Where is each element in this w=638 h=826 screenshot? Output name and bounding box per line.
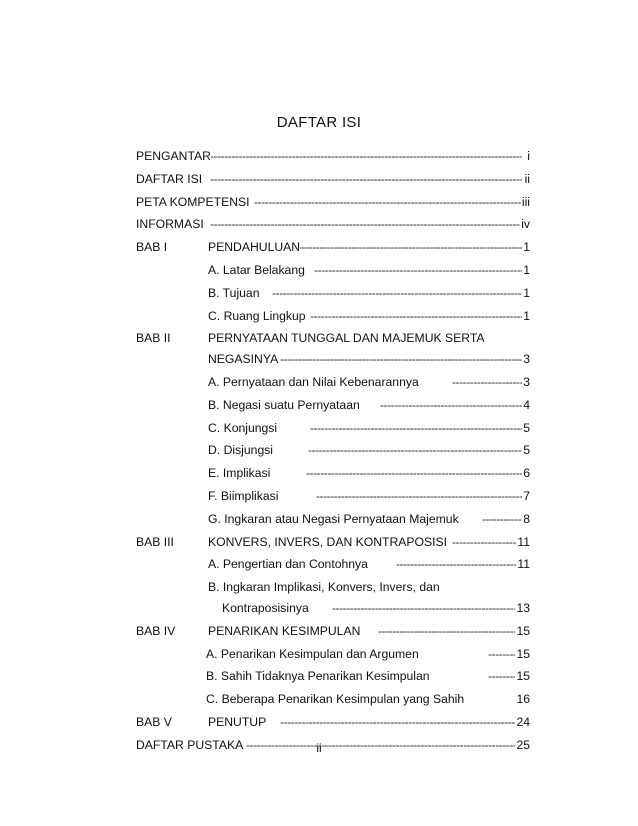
toc-text: B. Sahih Tidaknya Penarikan Kesimpulan [206,666,430,687]
toc-page-number: 4 [522,395,530,416]
toc-page-number: iii [521,192,530,213]
toc-label: DAFTAR PUSTAKA [136,735,243,756]
leader-dots [210,146,522,167]
toc-entry [136,440,530,461]
toc-text: E. Implikasi [208,463,270,484]
toc-entry [136,463,530,484]
toc-page-number: 7 [522,486,530,507]
toc-text: C. Konjungsi [208,418,277,439]
toc-label: DAFTAR ISI [136,169,202,190]
toc-entry [136,554,530,575]
toc-entry [136,418,530,439]
leader-dots [210,214,522,235]
toc-label: PENGANTAR [136,146,211,167]
toc-entry [136,644,530,665]
leader-dots [280,349,522,370]
toc-page-number: 6 [522,463,530,484]
toc-page-number: ii [524,169,530,190]
toc-page-number: 25 [515,735,530,756]
toc-text: A. Pernyataan dan Nilai Kebenarannya [208,372,419,393]
toc-text: PERNYATAAN TUNGGAL DAN MAJEMUK SERTA [208,328,485,349]
toc-page-number: 1 [522,306,530,327]
toc-entry [136,349,530,370]
leader-dots [280,712,522,733]
toc-page-number: i [526,146,530,167]
toc-text: B. Negasi suatu Pernyataan [208,395,360,416]
page-number: ii [316,741,322,755]
leader-dots [310,306,522,327]
toc-page-number: 8 [522,509,530,530]
toc-page-number: 3 [522,372,530,393]
toc-text: A. Latar Belakang [208,260,305,281]
toc-label: BAB V [136,712,172,733]
toc-text: C. Ruang Lingkup [208,306,306,327]
toc-text: D. Disjungsi [208,440,273,461]
leader-dots [272,283,522,304]
toc-page-number: 1 [522,237,530,258]
toc-page-number: iv [520,214,530,235]
toc-page-number: 24 [515,712,530,733]
toc-text: Kontraposisinya [222,598,309,619]
toc-entry [136,283,530,304]
toc-entry [136,372,530,393]
leader-dots [298,237,522,258]
toc-page-number: 1 [522,283,530,304]
toc-entry [136,621,530,642]
toc-entry [136,169,530,190]
toc-entry [136,666,530,687]
toc-entry [136,328,530,349]
toc-text: G. Ingkaran atau Negasi Pernyataan Majemuk [208,509,459,530]
toc-page-number: 13 [515,598,530,619]
toc-text: A. Pengertian dan Contohnya [208,554,368,575]
toc-page-number: 11 [516,554,530,575]
toc-entry [136,237,530,258]
toc-page-number: 11 [516,532,530,553]
toc-text: PENUTUP [208,712,266,733]
table-of-contents [136,146,530,756]
leader-dots [314,260,522,281]
leader-dots [308,440,522,461]
leader-dots [452,372,522,393]
leader-dots [452,532,522,553]
toc-label: INFORMASI [136,214,204,235]
toc-text: NEGASINYA [208,349,278,370]
toc-text: F. Biimplikasi [208,486,278,507]
toc-label: PETA KOMPETENSI [136,192,250,213]
toc-entry [136,214,530,235]
toc-entry [136,146,530,167]
leader-dots [332,598,522,619]
toc-entry [136,598,530,619]
toc-label: BAB IV [136,621,175,642]
toc-page-number: 5 [522,440,530,461]
leader-dots [380,395,522,416]
toc-page-number: 15 [515,666,530,687]
leader-dots [482,509,522,530]
toc-text: C. Beberapa Penarikan Kesimpulan yang Sahih [206,689,464,710]
toc-label: BAB III [136,532,174,553]
toc-label: BAB I [136,237,167,258]
leader-dots [210,169,522,190]
toc-entry [136,486,530,507]
toc-entry [136,192,530,213]
toc-entry [136,509,530,530]
leader-dots [316,486,522,507]
toc-text: A. Penarikan Kesimpulan dan Argumen [206,644,419,665]
leader-dots [310,418,522,439]
toc-text: PENARIKAN KESIMPULAN [208,621,360,642]
toc-page-number: 15 [515,644,530,665]
toc-page-number: 5 [522,418,530,439]
toc-page-number: 1 [522,260,530,281]
toc-page-number: 3 [522,349,530,370]
toc-page-number: 15 [515,621,530,642]
leader-dots [306,463,522,484]
toc-text: B. Ingkaran Implikasi, Konvers, Invers, dan [208,577,440,598]
toc-text: PENDAHULUAN [208,237,300,258]
toc-entry [136,306,530,327]
toc-label: BAB II [136,328,171,349]
toc-entry [136,712,530,733]
toc-text: KONVERS, INVERS, DAN KONTRAPOSISI [208,532,447,553]
toc-page-number: 16 [515,689,530,710]
toc-entry [136,395,530,416]
page-title: DAFTAR ISI [276,114,362,131]
toc-text: B. Tujuan [208,283,260,304]
toc-entry [136,689,530,710]
toc-entry [136,532,530,553]
toc-entry [136,260,530,281]
leader-dots [254,192,522,213]
leader-dots [396,554,522,575]
toc-entry [136,577,530,598]
leader-dots [378,621,522,642]
